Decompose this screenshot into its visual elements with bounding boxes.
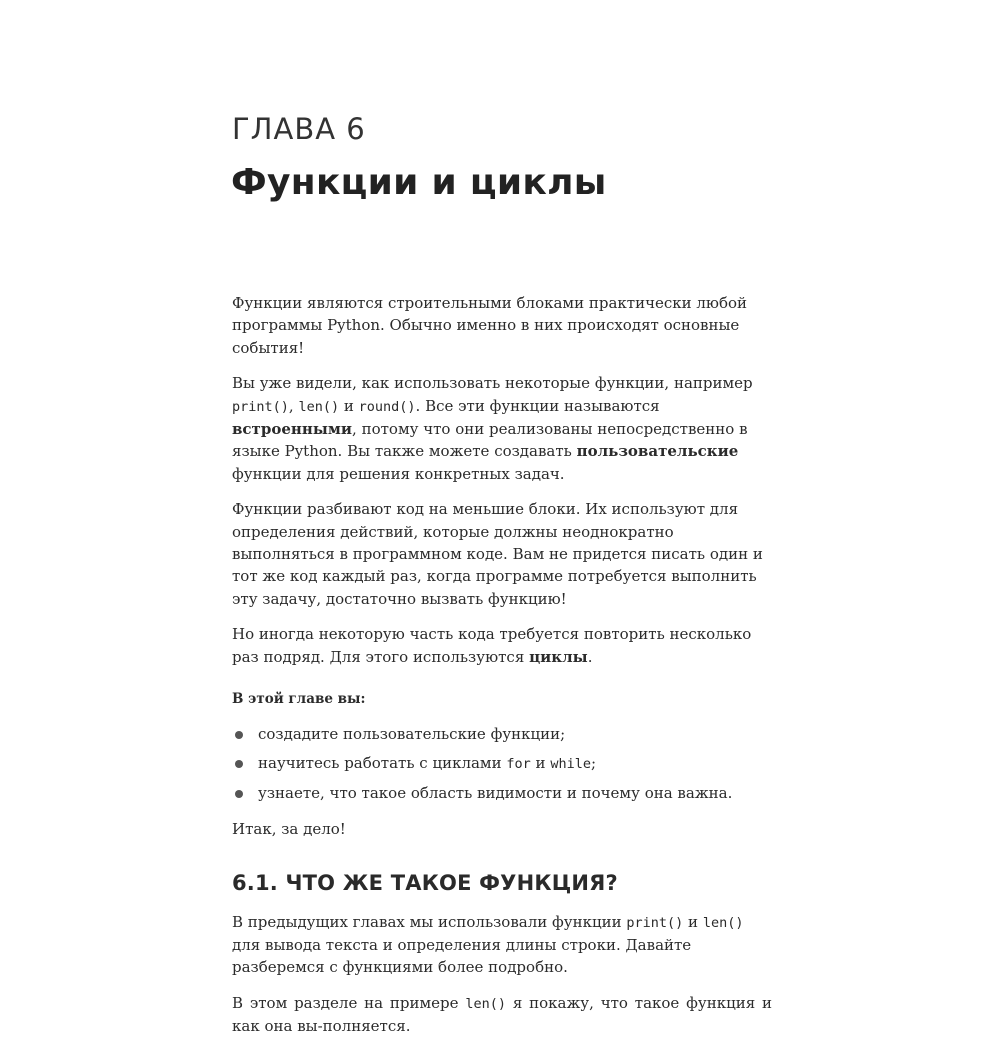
inline-code-for: for — [506, 755, 531, 772]
inline-code-round: round() — [358, 398, 416, 415]
list-item-text: узнаете, что такое область видимости и почему она важна. — [258, 784, 733, 803]
inline-code-print: print() — [232, 398, 289, 415]
list-item — [232, 782, 772, 804]
text-fragment: я покажу, что такое функция и как она вы-полняется. — [232, 993, 772, 1036]
chapter-title: Функции и циклы — [231, 162, 607, 203]
text-fragment: . Все эти функции называются — [415, 396, 660, 415]
chapter-body — [232, 292, 772, 1051]
bullet-icon — [235, 731, 243, 739]
term-loops: циклы — [529, 647, 588, 666]
chapter-goals-lead: В этой главе вы: — [232, 691, 366, 708]
text-fragment: Но иногда некоторую часть кода требуется повторить несколько раз подряд. Для этого используются — [232, 625, 752, 666]
bullet-icon — [235, 760, 243, 768]
text-fragment: Вы уже видели, как использовать некоторые функции, например — [232, 374, 753, 393]
term-user-defined: пользовательские — [576, 442, 739, 461]
text-fragment: , потому что они реализованы непосредственно в языке Python. Вы также можете создавать — [232, 420, 748, 461]
text-fragment: В этом разделе на примере — [232, 993, 466, 1012]
list-item-text: создадите пользовательские функции; — [258, 724, 566, 743]
inline-code-print: print() — [626, 914, 684, 931]
list-item — [232, 723, 772, 745]
closing-line: Итак, за дело! — [232, 819, 346, 838]
chapter-goals-list — [232, 723, 772, 805]
text-fragment: . — [587, 647, 593, 666]
list-item-text: научитесь работать с циклами — [258, 753, 507, 772]
intro-paragraph-3: Функции разбивают код на меньшие блоки. Их используют для определения действий, которые должны неоднократно выполняться в программном коде. Вам не придется писать один и тот же код каждый раз, когда программе потребуется выполнить эту задачу, достаточно вызвать функцию! — [232, 500, 763, 608]
text-fragment: , — [288, 396, 299, 415]
section-paragraph-1 — [232, 911, 772, 979]
inline-code-len: len() — [298, 398, 340, 415]
chapter-number: ГЛАВА 6 — [232, 112, 366, 146]
list-item-text: ; — [590, 753, 597, 772]
text-fragment: и — [339, 396, 359, 415]
term-builtin: встроенными — [232, 420, 353, 439]
intro-paragraph-4 — [232, 623, 772, 668]
section-heading: 6.1. ЧТО ЖЕ ТАКОЕ ФУНКЦИЯ? — [232, 871, 618, 896]
bullet-icon — [235, 790, 243, 798]
section-paragraph-2 — [232, 992, 772, 1038]
text-fragment: и — [683, 912, 703, 931]
inline-code-len: len() — [465, 995, 507, 1012]
text-fragment: функции для решения конкретных задач. — [232, 464, 565, 483]
intro-paragraph-2 — [232, 372, 772, 485]
list-item-text: и — [530, 753, 551, 772]
text-fragment: для вывода текста и определения длины строки. Давайте разберемся с функциями более подробно. — [232, 935, 692, 977]
text-fragment: В предыдущих главах мы использовали функции — [232, 912, 627, 931]
inline-code-while: while — [550, 755, 591, 772]
inline-code-len: len() — [702, 914, 744, 931]
intro-paragraph-1: Функции являются строительными блоками практически любой программы Python. Обычно именно в них происходят основные события! — [232, 294, 748, 357]
list-item — [232, 752, 772, 775]
